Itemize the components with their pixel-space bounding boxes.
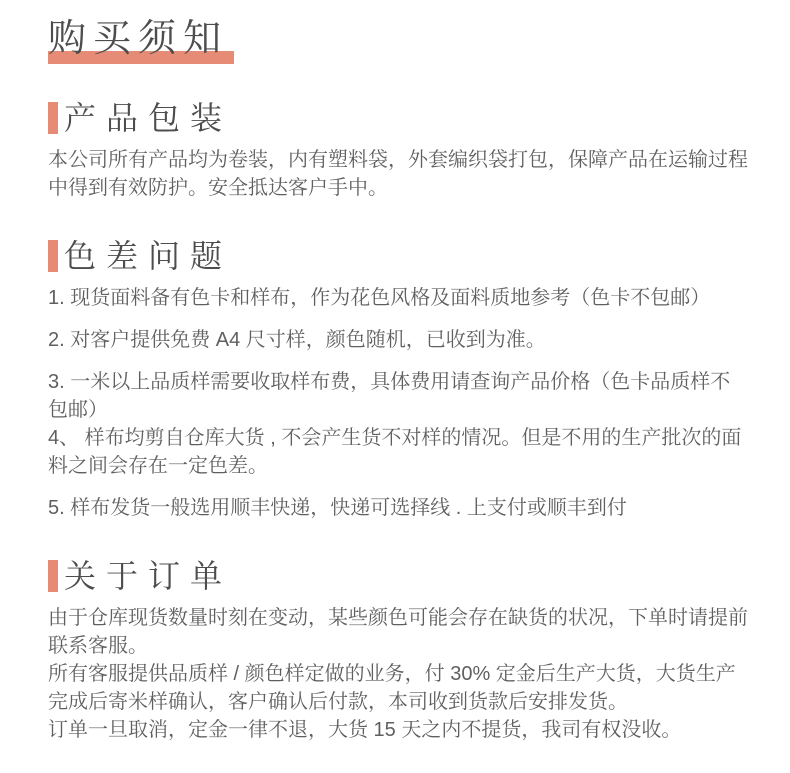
list-item-4: 4、 样布均剪自仓库大货 , 不会产生货不对样的情况。但是不用的生产批次的面料之间会存在一定色差。 <box>48 427 742 477</box>
color-difference-list <box>48 284 748 522</box>
page-title: 购买须知 <box>48 18 229 60</box>
list-item-5: 5. 样布发货一般选用顺丰快递，快递可选择线 . 上支付或顺丰到付 <box>48 497 627 519</box>
section-heading-row <box>48 560 748 592</box>
section-heading-product-packaging: 产品包装 <box>64 100 233 136</box>
orders-paragraph-3: 订单一旦取消，定金一律不退，大货 15 天之内不提货，我司有权没收。 <box>48 719 682 741</box>
page-title-block <box>48 20 748 64</box>
section-about-orders <box>48 560 748 744</box>
section-heading-about-orders: 关于订单 <box>64 558 233 594</box>
section-accent-bar <box>48 102 58 134</box>
orders-paragraph-2: 所有客服提供品质样 / 颜色样定做的业务，付 30% 定金后生产大货，大货生产完成后寄米样确认，客户确认后付款，本司收到货款后安排发货。 <box>48 663 736 713</box>
orders-paragraph-1: 由于仓库现货数量时刻在变动，某些颜色可能会存在缺货的状况，下单时请提前联系客服。 <box>48 607 748 657</box>
list-item-1: 1. 现货面料备有色卡和样布，作为花色风格及面料质地参考（色卡不包邮） <box>48 287 711 309</box>
section-heading-color-difference: 色差问题 <box>64 238 233 274</box>
packaging-paragraph: 本公司所有产品均为卷装，内有塑料袋，外套编织袋打包，保障产品在运输过程中得到有效防护。安全抵达客户手中。 <box>48 149 748 199</box>
list-item-2: 2. 对客户提供免费 A4 尺寸样，颜色随机，已收到为准。 <box>48 329 546 351</box>
section-color-difference <box>48 240 748 522</box>
section-heading-row <box>48 240 748 272</box>
list-item-3: 3. 一米以上品质样需要收取样布费，具体费用请查询产品价格（色卡品质样不包邮） <box>48 371 731 421</box>
section-product-packaging <box>48 102 748 202</box>
section-accent-bar <box>48 560 58 592</box>
section-accent-bar <box>48 240 58 272</box>
section-heading-row <box>48 102 748 134</box>
